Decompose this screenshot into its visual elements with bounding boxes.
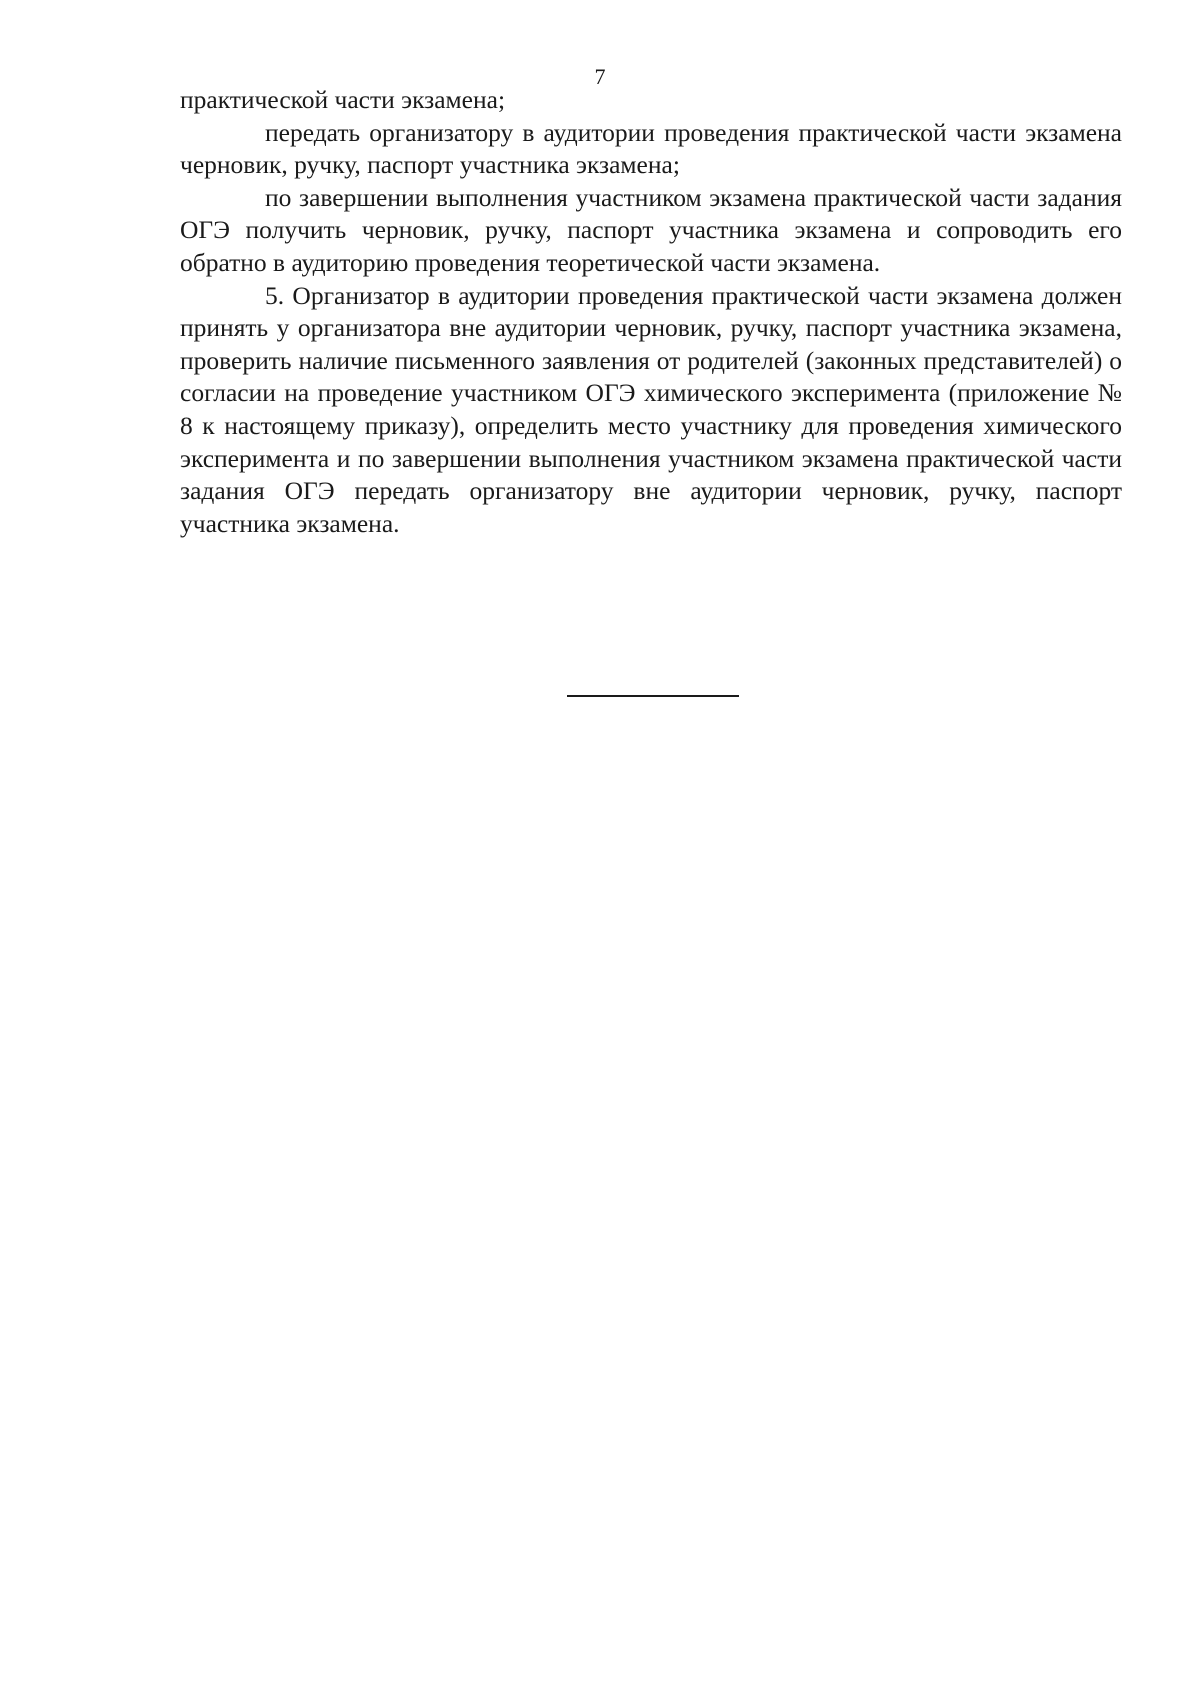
paragraph-item-5: 5. Организатор в аудитории проведения практической части экзамена должен принять у организатора вне аудитории черновик, ручку, паспорт участника экзамена, проверить наличие письменного заявления от родителей (законных представителей) о согласии на проведение участником ОГЭ химического эксперимента (приложение № 8 к настоящему приказу), определить место участнику для проведения химического эксперимента и по завершении выполнения участником экзамена практической части задания ОГЭ передать организатору вне аудитории черновик, ручку, паспорт участника экзамена. [180,280,1122,538]
paragraph-after-practical-part: по завершении выполнения участником экзамена практической части задания ОГЭ получить черновик, ручку, паспорт участника экзамена и сопроводить его обратно в аудиторию проведения теоретической части экзамена. [180,182,1122,277]
paragraph-continuation: практической части экзамена; [180,85,506,114]
page-number: 7 [594,64,606,89]
paragraph-hand-over-materials: передать организатору в аудитории проведения практической части экзамена черновик, ручку, паспорт участника экзамена; [180,117,1122,180]
end-of-document-rule [567,695,739,697]
document-body [180,84,1122,540]
